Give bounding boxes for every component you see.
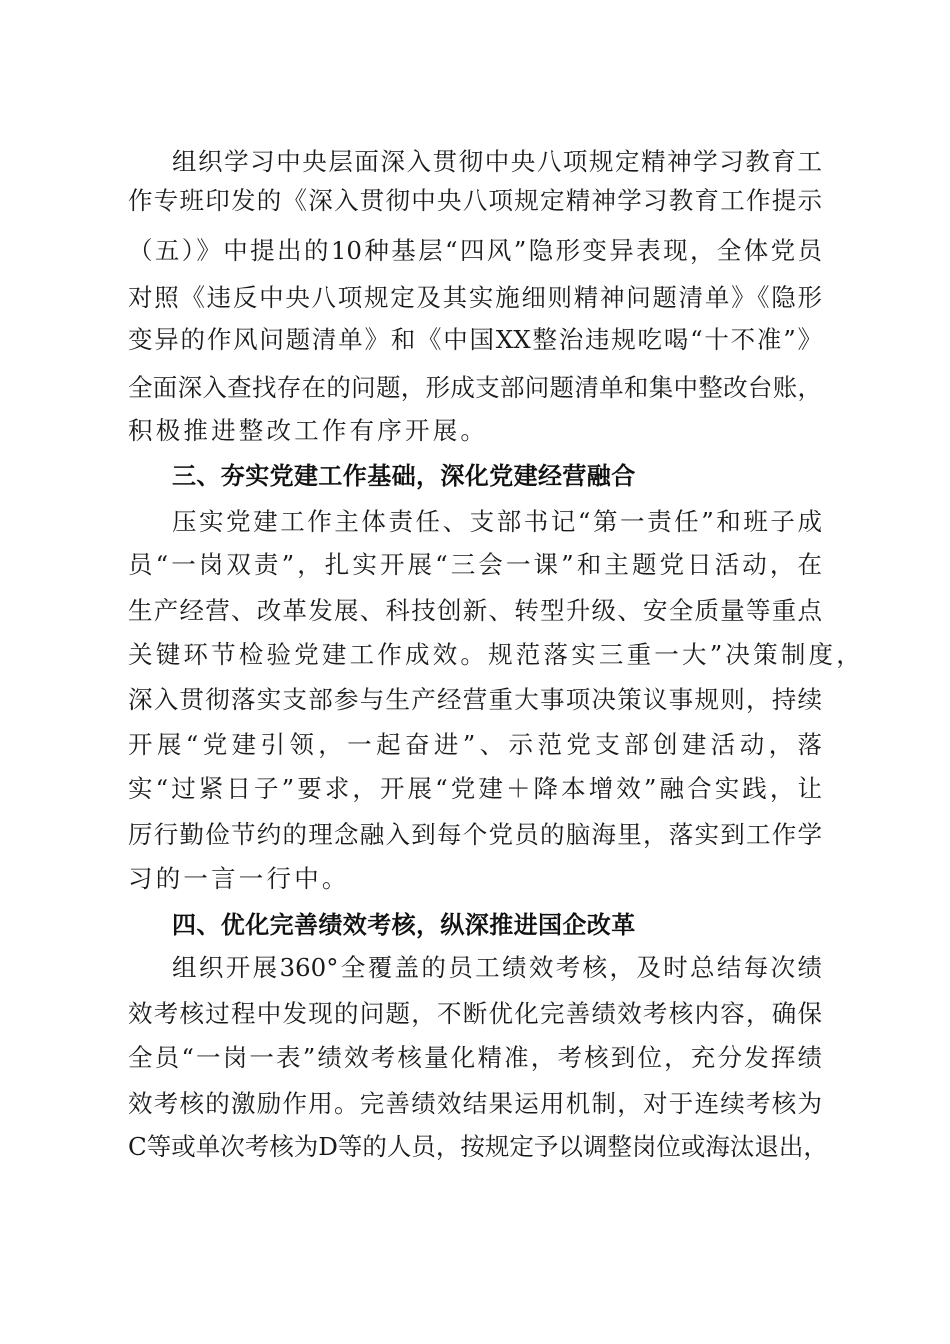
paragraph-line: 厉行勤俭节约的理念融入到每个党员的脑海里，落实到工作学 [128,820,822,849]
paragraph-line: （五）》中提出的10种基层“四风”隐形变异表现，全体党员 [128,236,822,265]
paragraph-line: 全面深入查找存在的问题，形成支部问题清单和集中整改台账， [128,373,822,402]
paragraph-line: 变异的作风问题清单》和《中国XX整治违规吃喝“十不准”》 [128,325,822,354]
paragraph-line: 生产经营、改革发展、科技创新、转型升级、安全质量等重点 [128,596,822,625]
section-heading-4: 四、优化完善绩效考核，纵深推进国企改革 [172,911,636,939]
paragraph-line: 开展“党建引领，一起奋进”、示范党支部创建活动，落 [128,730,822,759]
paragraph-line: 作专班印发的《深入贯彻中央八项规定精神学习教育工作提示 [128,186,822,215]
paragraph-line: 效考核的激励作用。完善绩效结果运用机制，对于连续考核为 [128,1089,822,1118]
section-heading-3: 三、夯实党建工作基础，深化党建经营融合 [172,462,636,490]
paragraph-line: 实“过紧日子”要求，开展“党建＋降本增效”融合实践，让 [128,774,822,803]
paragraph-line: 积极推进整改工作有序开展。 [128,416,489,445]
paragraph-line: 压实党建工作主体责任、支部书记“第一责任”和班子成 [172,507,822,536]
paragraph-line: 全员“一岗一表”绩效考核量化精准，考核到位，充分发挥绩 [128,1043,822,1072]
paragraph-line: 深入贯彻落实支部参与生产经营重大事项决策议事规则，持续 [128,685,822,714]
paragraph-line: 关键环节检验党建工作成效。规范落实三重一大”决策制度， [128,640,864,669]
paragraph-line: 组织学习中央层面深入贯彻中央八项规定精神学习教育工 [172,147,822,176]
paragraph-line: 习的一言一行中。 [128,864,350,893]
paragraph-line: C等或单次考核为D等的人员，按规定予以调整岗位或海汰退出， [128,1132,828,1161]
paragraph-line: 组织开展360°全覆盖的员工绩效考核，及时总结每次绩 [172,953,822,982]
paragraph-line: 效考核过程中发现的问题，不断优化完善绩效考核内容，确保 [128,999,822,1028]
paragraph-line: 员“一岗双责”，扎实开展“三会一课”和主题党日活动，在 [128,550,822,579]
paragraph-line: 对照《违反中央八项规定及其实施细则精神问题清单》《隐形 [128,283,822,312]
